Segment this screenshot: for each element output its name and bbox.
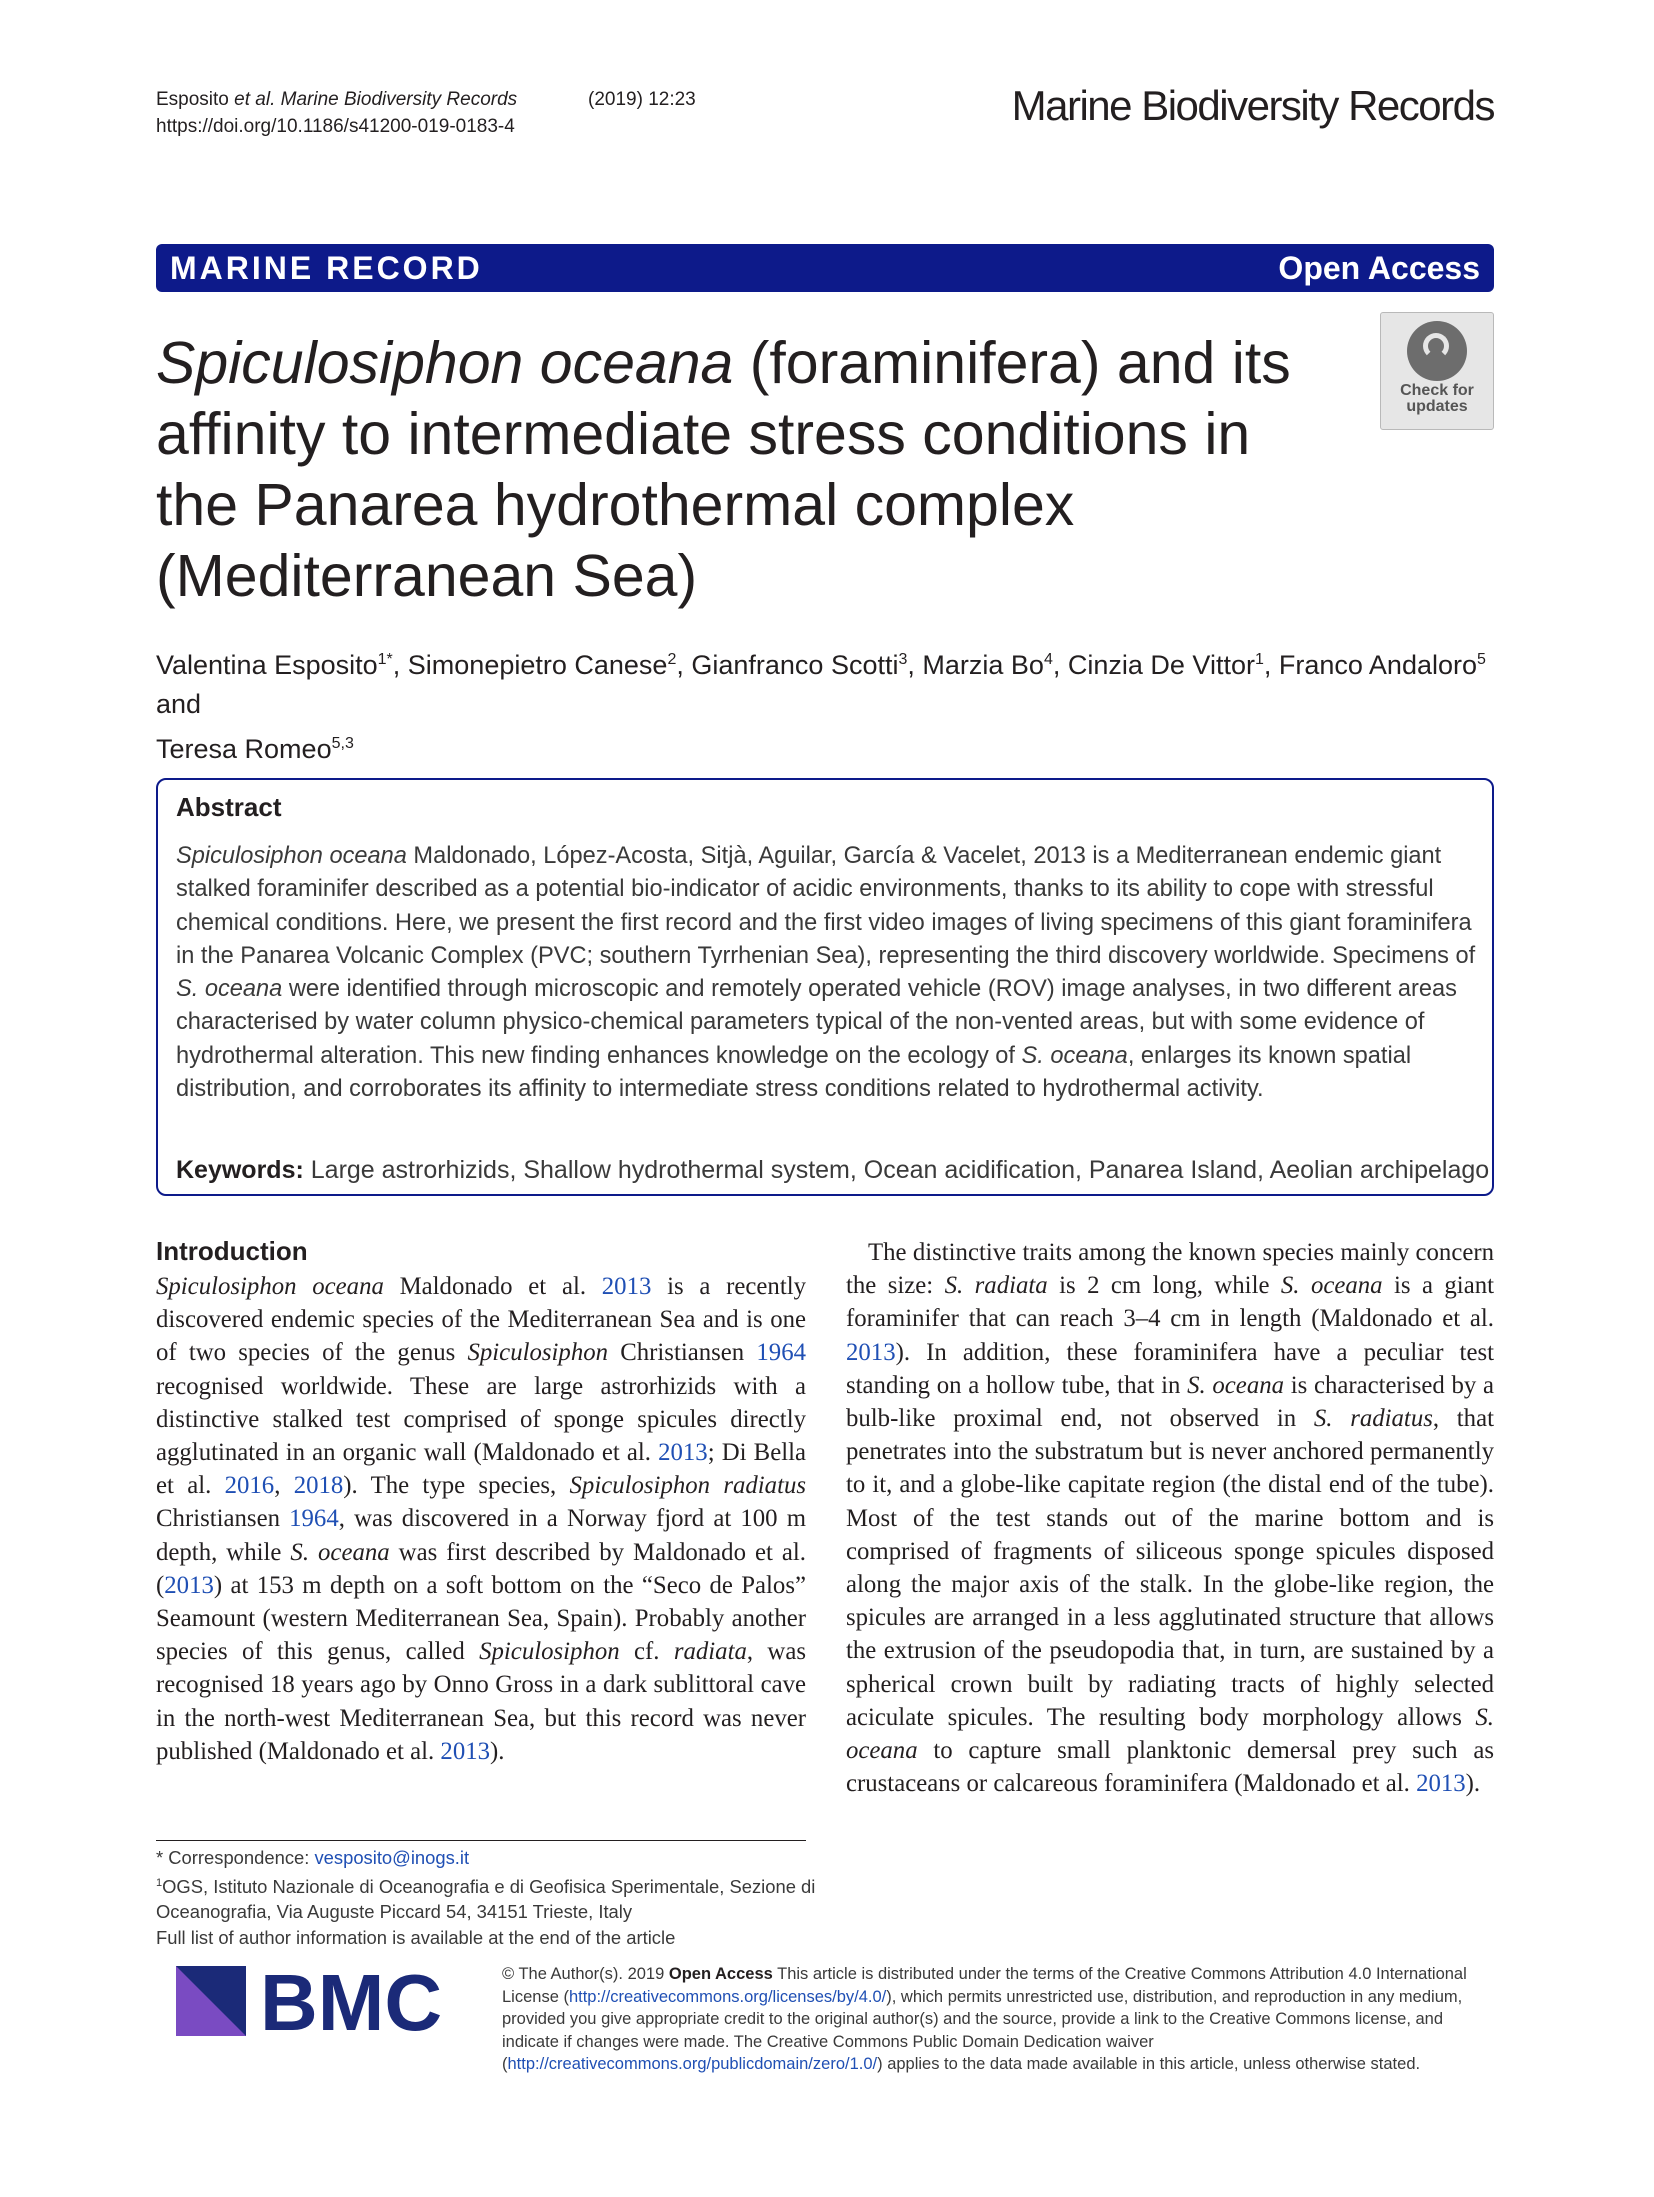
correspondence-email[interactable]: vesposito@inogs.it [314, 1847, 470, 1868]
reference-link[interactable]: 1964 [289, 1505, 339, 1533]
introduction-heading: Introduction [156, 1236, 308, 1266]
title-line1: (foraminifera) and its [733, 330, 1291, 396]
license-link[interactable]: http://creativecommons.org/licenses/by/4.0/ [568, 1987, 887, 2006]
check-updates-label-1: Check for [1400, 382, 1474, 399]
article-type: MARINE RECORD [170, 249, 483, 286]
citation-year: (2019) 12:23 [588, 89, 696, 110]
keywords [176, 1154, 1490, 1186]
reference-link[interactable]: 2013 [601, 1273, 652, 1300]
authors-and: and [156, 689, 202, 719]
author: Teresa Romeo$^{5,3}$ [156, 734, 354, 764]
journal-name: Marine Biodiversity Records [1011, 82, 1494, 129]
reference-link[interactable]: 2018 [293, 1472, 344, 1500]
author-info-note: Full list of author information is available at the end of the article [156, 1926, 676, 1948]
reference-link[interactable]: 2013 [658, 1439, 708, 1467]
reference-link[interactable]: 2013 [440, 1737, 491, 1765]
footnote: * Correspondence: vesposito@inogs.it $^1$OGS, Istituto Nazionale di Oceanografia e di Geofisica Sperimentale, Sezione di Oceanografia, Via Auguste Piccard 54, 34151 Trieste, Italy Full list of author information is available at the end of the article [156, 1845, 816, 1950]
doi-link[interactable]: https://doi.org/10.1186/s41200-019-0183-4 [156, 116, 515, 137]
title-species: Spiculosiphon oceana [156, 330, 734, 396]
abstract-heading: Abstract [176, 792, 282, 822]
citation-journal: Marine Biodiversity Records [280, 89, 518, 110]
reference-link[interactable]: 2016 [224, 1472, 275, 1500]
article-type-banner [156, 244, 1494, 292]
article-title [156, 328, 1346, 612]
author: Valentina Esposito$^{1*}$ [156, 650, 393, 680]
bmc-logo-icon [176, 1960, 466, 2040]
check-updates-label-2: updates [1406, 398, 1468, 415]
reference-link[interactable]: 2013 [1416, 1770, 1466, 1798]
public-domain-link[interactable]: http://creativecommons.org/publicdomain/zero/1.0/ [507, 2055, 878, 2073]
bmc-logo [176, 1960, 466, 2040]
keywords-label: Keywords: [176, 1156, 304, 1184]
author: Cinzia De Vittor$^1$ [1067, 650, 1264, 680]
author: Marzia Bo$^4$ [922, 650, 1053, 680]
author-list: Valentina Esposito$^{1*}$, Simonepietro Canese$^2$, Gianfranco Scotti$^3$, Marzia Bo$^4$, Cinzia De Vittor$^1$, Franco Andaloro$^5$ and Teresa Romeo$^{5,3}$ [156, 650, 1486, 764]
affiliation: OGS, Istituto Nazionale di Oceanografia e di Geofisica Sperimentale, Sezione di Oceanografia, Via Auguste Piccard 54, 34151 Trieste, Italy [156, 1875, 816, 1923]
reference-link[interactable]: 2013 [164, 1571, 214, 1599]
introduction-right-column: The distinctive traits among the known species mainly concern the size: S. radiata is 2 cm long, while S. oceana is a giant foraminifer that can reach 3–4 cm in length (Maldonado et al. 2013). In addition, these foraminifera have a peculiar test standing on a hollow tube, that in S. oceana is characterised by a bulb-like proximal end, not observed in S. radiatus, that penetrates into the substratum but is never anchored permanently to it, and a globe-like capitate region (the distal end of the tube). Most of the test stands out of the marine bottom and is comprised of fragments of siliceous sponge spicules disposed along the major axis of the stalk. In the globe-like region, the spicules are arranged in a less agglutinated structure that allows the extrusion of the pseudopodia that, in turn, are sustained by a spherical crown built by radiating tracts of highly selected aciculate spicules. The resulting body morphology allows S. oceana to capture small planktonic demersal prey such as crustaceans or calcareous foraminifera (Maldonado et al. 2013). [846, 1239, 1494, 1798]
footnote-divider [156, 1840, 806, 1841]
correspondence-label: * Correspondence: [156, 1847, 315, 1868]
abstract-text: Spiculosiphon oceana Maldonado, López-Acosta, Sitjà, Aguilar, García & Vacelet, 2013 is a Mediterranean endemic giant stalked foraminifer described as a potential bio-indicator of acidic environments, thanks to its ability to cope with stressful chemical conditions. Here, we present the first record and the first video images of living specimens of this giant foraminifera in the Panarea Volcanic Complex (PVC; southern Tyrrhenian Sea), representing the third discovery worldwide. Specimens of S. oceana were identified through microscopic and remotely operated vehicle (ROV) image analyses, in two different areas characterised by water column physico-chemical parameters typical of the non-vented areas, but with some evidence of hydrothermal alteration. This new finding enhances knowledge on the ecology of S. oceana, enlarges its known spatial distribution, and corroborates its affinity to intermediate stress conditions related to hydrothermal activity. [176, 843, 1476, 1103]
check-for-updates-button[interactable] [1380, 312, 1494, 430]
author: Simonepietro Canese$^2$ [407, 650, 677, 680]
author: Franco Andaloro$^5$ [1278, 650, 1486, 680]
license-text: © The Author(s). 2019 Open Access This article is distributed under the terms of the Creative Commons Attribution 4.0 International License (http://creativecommons.org/licenses/by/4.0/), which permits unrestricted use, distribution, and reproduction in any medium, provided you give appropriate credit to the original author(s) and the source, provide a link to the Creative Commons license, and indicate if changes were made. The Creative Commons Public Domain Dedication waiver (http://creativecommons.org/publicdomain/zero/1.0/) applies to the data made available in this article, unless otherwise stated. [502, 1965, 1467, 2073]
reference-link[interactable]: 1964 [756, 1339, 806, 1367]
check-updates-icon [1407, 321, 1467, 381]
title-line3: the Panarea hydrothermal complex [156, 472, 1075, 538]
open-access-label: Open Access [1278, 249, 1480, 286]
introduction-left-column: Spiculosiphon oceana Maldonado et al. 2013 is a recently discovered endemic species of the Mediterranean Sea and is one of two species of the genus Spiculosiphon Christiansen 1964 recognised worldwide. These are large astrorhizids with a distinctive stalked test comprised of sponge spicules directly agglutinated in an organic wall (Maldonado et al. 2013; Di Bella et al. 2016, 2018). The type species, Spiculosiphon radiatus Christiansen 1964, was discovered in a Norway fjord at 100 m depth, while S. oceana was first described by Maldonado et al. (2013) at 153 m depth on a soft bottom on the “Seco de Palos” Seamount (western Mediterranean Sea, Spain). Probably another species of this genus, called Spiculosiphon cf. radiata, was recognised 18 years ago by Onno Gross in a dark sublittoral cave in the north-west Mediterranean Sea, but this record was never published (Maldonado et al. 2013). [156, 1273, 807, 1765]
bmc-logo-text: BMC [260, 1960, 443, 2040]
citation-etal: et al. [234, 89, 276, 110]
title-line2: affinity to intermediate stress conditions in [156, 401, 1251, 467]
reference-link[interactable]: 2013 [846, 1338, 896, 1366]
citation [156, 86, 696, 140]
keywords-list: Large astrorhizids, Shallow hydrothermal system, Ocean acidification, Panarea Island, Aeolian archipelago [303, 1156, 1490, 1184]
citation-authors: Esposito [156, 89, 229, 110]
author: Gianfranco Scotti$^3$ [691, 650, 908, 680]
title-line4: (Mediterranean Sea) [156, 543, 698, 609]
